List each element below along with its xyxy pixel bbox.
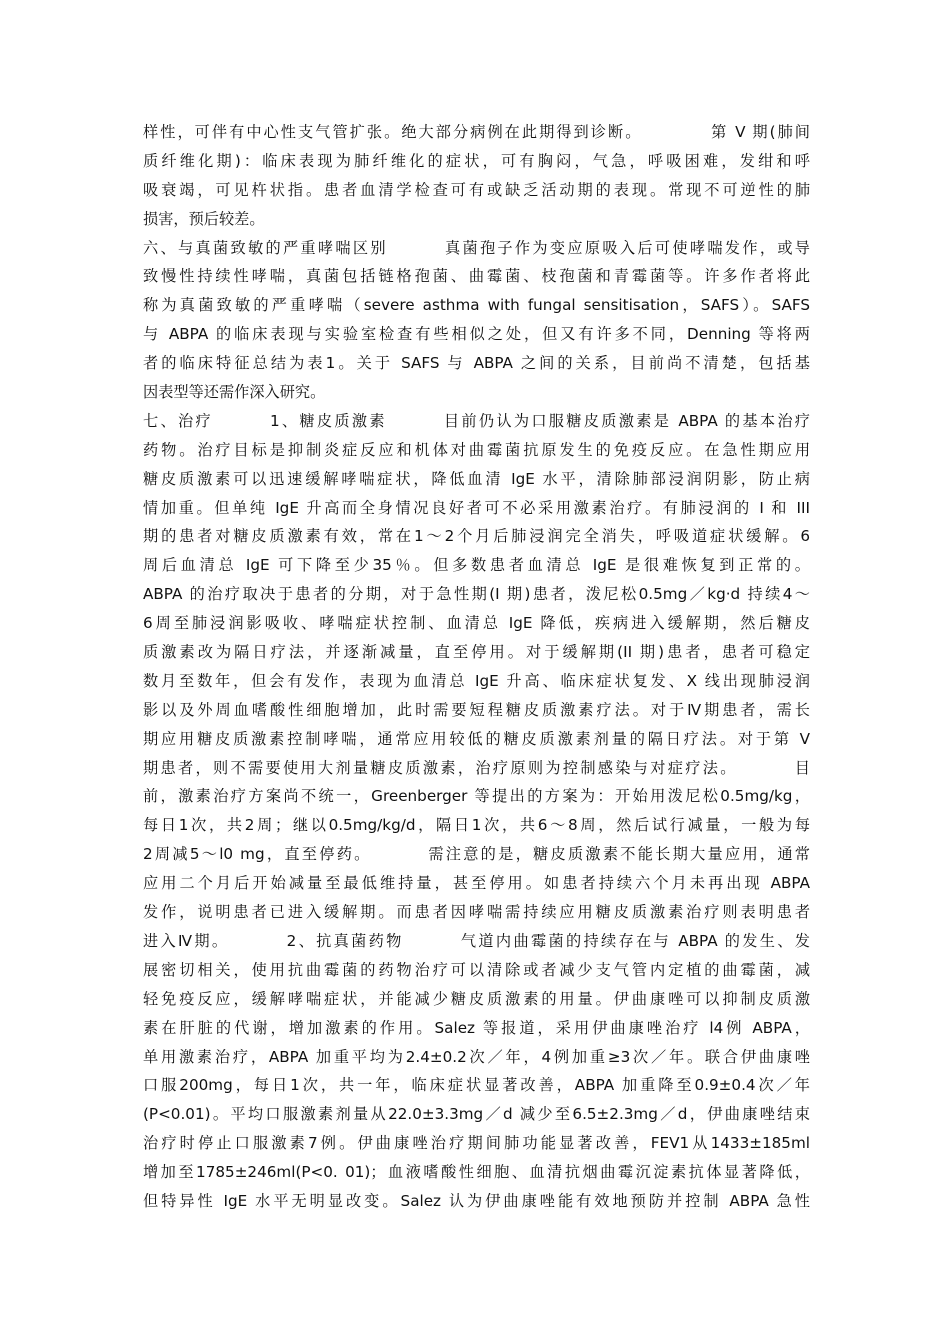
text-line: 数月至数年，但会有发作，表现为血清总 IgE 升高、临床症状复发、X 线出现肺浸润 [143,671,810,690]
document-body [143,118,810,1216]
text-line: 但特异性 IgE 水平无明显改变。Salez 认为伊曲康唑能有效地预防并控制 ABPA 急性 [143,1191,810,1210]
text-line: 期患者，则不需要使用大剂量糖皮质激素，治疗原则为控制感染与对症疗法。 目 [143,758,810,777]
text-line: 素在肝脏的代谢，增加激素的作用。Salez 等报道，采用伊曲康唑治疗 l4例 ABPA， [143,1018,810,1037]
text-line: 发作，说明患者已进入缓解期。而患者因哮喘需持续应用糖皮质激素治疗则表明患者 [143,903,810,922]
text-line: 期的患者对糖皮质激素有效，常在1～2个月后肺浸润完全消失，呼吸道症状缓解。6 [143,527,810,546]
text-line: 口服200mg，每日1次，共一年，临床症状显著改善，ABPA 加重降至0.9±0.4次／年 [143,1076,810,1095]
text-line: 期应用糖皮质激素控制哮喘，通常应用较低的糖皮质激素剂量的隔日疗法。对于第 V [143,729,810,748]
text-line: 与 ABPA 的临床表现与实验室检查有些相似之处，但又有许多不同，Denning 等将两 [143,325,810,344]
text-line: 者的临床特征总结为表1。关于 SAFS 与 ABPA 之间的关系，目前尚不清楚，包括基 [143,354,810,373]
text-line: 治疗时停止口服激素7例。伊曲康唑治疗期间肺功能显著改善，FEV1从1433±185ml [143,1134,810,1153]
text-line: 展密切相关，使用抗曲霉菌的药物治疗可以清除或者减少支气管内定植的曲霉菌，减 [143,960,810,979]
text-line: 增加至1785±246ml(P<0. 01)；血液嗜酸性细胞、血清抗烟曲霉沉淀素抗体显著降低， [143,1163,810,1182]
text-line: 质激素改为隔日疗法，并逐渐减量，直至停用。对于缓解期(II 期)患者，患者可稳定 [143,643,810,662]
text-line: 糖皮质激素可以迅速缓解哮喘症状，降低血清 IgE 水平，清除肺部浸润阴影，防止病 [143,469,810,488]
text-line: ABPA 的治疗取决于患者的分期，对于急性期(I 期)患者，泼尼松0.5mg／kg·d 持续4～ [143,585,810,604]
text-line: 前，激素治疗方案尚不统一，Greenberger 等提出的方案为：开始用泼尼松0.5mg/kg， [143,787,810,806]
text-line: 影以及外周血嗜酸性细胞增加，此时需要短程糖皮质激素疗法。对于Ⅳ期患者，需长 [143,700,810,719]
text-line: 情加重。但单纯 IgE 升高而全身情况良好者可不必采用激素治疗。有肺浸润的 I 和 III [143,498,810,517]
text-line: 吸衰竭，可见杵状指。患者血清学检查可有或缺乏活动期的表现。常现不可逆性的肺 [143,180,810,199]
text-line: 6周至肺浸润影吸收、哮喘症状控制、血清总 IgE 降低，疾病进入缓解期，然后糖皮 [143,614,810,633]
text-line: 2周减5～l0 mg，直至停药。 需注意的是，糖皮质激素不能长期大量应用，通常 [143,845,810,864]
text-line: 应用二个月后开始减量至最低维持量，甚至停用。如患者持续六个月未再出现 ABPA [143,874,810,893]
text-line: 轻免疫反应，缓解哮喘症状，并能减少糖皮质激素的用量。伊曲康唑可以抑制皮质激 [143,989,810,1008]
text-line: 六、与真菌致敏的严重哮喘区别 真菌孢子作为变应原吸入后可使哮喘发作，或导 [143,238,810,257]
text-line: 称为真菌致敏的严重哮喘（severe asthma with fungal sensitisation，SAFS）。SAFS [143,296,810,315]
text-line: 进入Ⅳ期。 2、抗真菌药物 气道内曲霉菌的持续存在与 ABPA 的发生、发 [143,931,810,950]
text-line: 七、治疗 1、糖皮质激素 目前仍认为口服糖皮质激素是 ABPA 的基本治疗 [143,411,810,430]
text-line: (P<0.01)。平均口服激素剂量从22.0±3.3mg／d 减少至6.5±2.3mg／d，伊曲康唑结束 [143,1105,810,1124]
text-line: 样性，可伴有中心性支气管扩张。绝大部分病例在此期得到诊断。 第 V 期(肺间 [143,123,810,141]
text-line: 质纤维化期)：临床表现为肺纤维化的症状，可有胸闷，气急，呼吸困难，发绀和呼 [143,151,810,170]
text-line: 每日1次，共2周；继以0.5mg/kg/d，隔日1次，共6～8周，然后试行减量，一般为每 [143,816,810,835]
text-line: 药物。治疗目标是抑制炎症反应和机体对曲霉菌抗原发生的免疫反应。在急性期应用 [143,440,810,459]
text-line: 单用激素治疗，ABPA 加重平均为2.4±0.2次／年，4例加重≥3次／年。联合伊曲康唑 [143,1047,810,1066]
text-line: 致慢性持续性哮喘，真菌包括链格孢菌、曲霉菌、枝孢菌和青霉菌等。许多作者将此 [143,267,810,286]
text-line: 因表型等还需作深入研究。 [143,383,326,402]
text-line: 周后血清总 IgE 可下降至少35％。但多数患者血清总 IgE 是很难恢复到正常的。 [143,556,810,575]
text-line: 损害，预后较差。 [143,209,265,228]
